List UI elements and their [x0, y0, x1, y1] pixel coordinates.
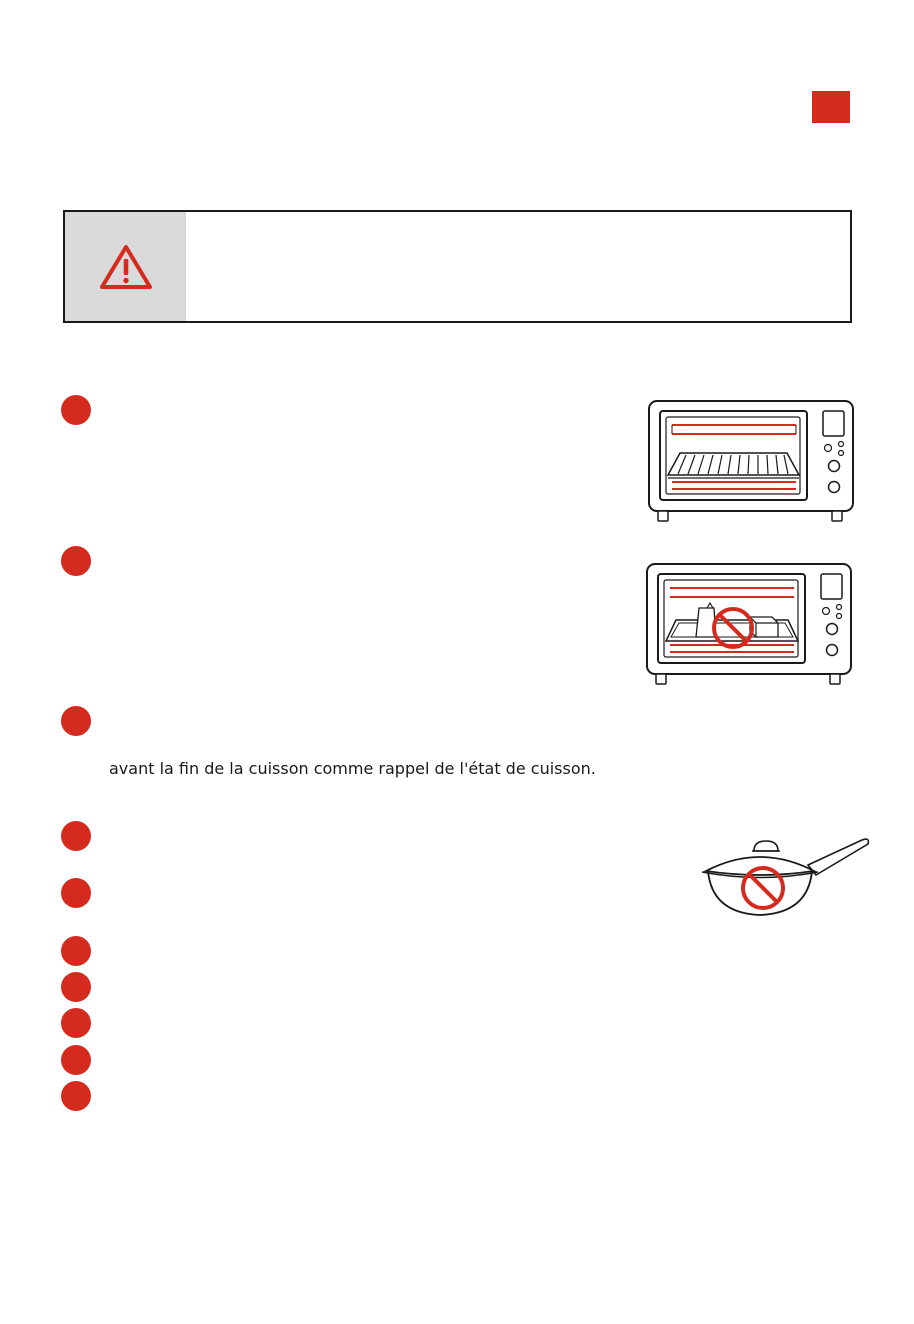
item-bullet-10 [61, 1081, 91, 1111]
item-bullet-8 [61, 1008, 91, 1038]
item-bullet-3 [61, 706, 91, 736]
item-bullet-1 [61, 395, 91, 425]
item-text-3-continuation: avant la fin de la cuisson comme rappel de l'état de cuisson. [109, 759, 596, 778]
warning-icon-panel [65, 212, 186, 321]
item-bullet-4 [61, 821, 91, 851]
toaster-oven-prohibited-items-icon [644, 561, 856, 687]
lidded-pan-prohibited-icon [700, 835, 872, 919]
warning-box [63, 210, 852, 323]
item-bullet-2 [61, 546, 91, 576]
warning-triangle-icon [99, 243, 153, 291]
page-corner-tab [812, 91, 850, 123]
item-bullet-5 [61, 878, 91, 908]
item-bullet-9 [61, 1045, 91, 1075]
item-bullet-7 [61, 972, 91, 1002]
item-bullet-6 [61, 936, 91, 966]
toaster-oven-with-rack-icon [646, 398, 856, 524]
